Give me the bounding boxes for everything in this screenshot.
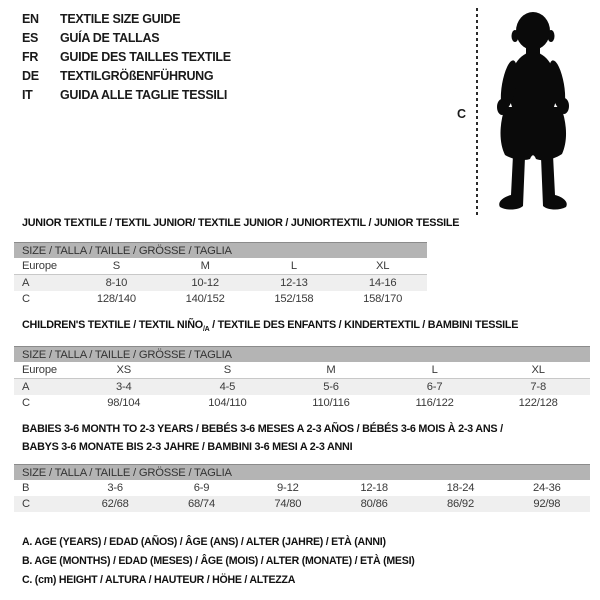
table-cell: 10-12: [161, 275, 250, 292]
lang-title: TEXTILGRÖßENFÜHRUNG: [60, 68, 214, 83]
table-cell: 7-8: [486, 379, 590, 396]
table-cell: 3-4: [72, 379, 176, 396]
height-measure-dashed-line: [476, 8, 478, 216]
lang-title: GUIDE DES TAILLES TEXTILE: [60, 49, 231, 64]
children-title-subscript: /A: [202, 326, 210, 334]
lang-row-fr: [22, 47, 231, 66]
table-cell: 80/86: [331, 496, 417, 512]
table-cell: 104/110: [208, 397, 247, 409]
row-label: A: [14, 379, 72, 396]
lang-code: EN: [22, 11, 39, 26]
table-cell: 3-6: [107, 482, 123, 494]
babies-section-title-line1: BABIES 3-6 MONTH TO 2-3 YEARS / BEBÉS 3-6 MESES A 2-3 AÑOS / BÉBÉS 3-6 MOIS À 2-3 ANS /: [22, 423, 503, 435]
lang-code: FR: [22, 49, 39, 64]
measure-c-label: C: [457, 107, 467, 121]
footnote-age-months: B. AGE (MONTHS) / EDAD (MESES) / ÂGE (MOIS) / ALTER (MONATE) / ETÀ (MESI): [22, 555, 415, 567]
lang-row-en: [22, 9, 231, 28]
size-header-bar: SIZE / TALLA / TAILLE / GRÖSSE / TAGLIA: [14, 243, 427, 259]
row-label: B: [22, 482, 30, 494]
table-cell: 140/152: [185, 293, 225, 305]
table-cell: 5-6: [279, 379, 383, 396]
children-title-pre: CHILDREN'S TEXTILE / TEXTIL NIÑO: [22, 319, 203, 331]
lang-row-es: [22, 28, 231, 47]
table-cell: 128/140: [96, 293, 136, 305]
table-cell: M: [161, 258, 250, 275]
table-cell: 62/68: [72, 496, 158, 512]
table-cell: 18-24: [446, 482, 475, 494]
footnote-age-years: A. AGE (YEARS) / EDAD (AÑOS) / ÂGE (ANS) / ALTER (JAHRE) / ETÀ (ANNI): [22, 536, 386, 548]
row-label: Europe: [14, 362, 72, 379]
junior-section-title: JUNIOR TEXTILE / TEXTIL JUNIOR/ TEXTILE JUNIOR / JUNIORTEXTIL / JUNIOR TESSILE: [22, 217, 460, 229]
table-cell: 98/104: [107, 397, 141, 409]
table-cell: 14-16: [338, 275, 427, 292]
row-label: C: [22, 397, 30, 409]
footnote-height-cm: C. (cm) HEIGHT / ALTURA / HAUTEUR / HÖHE / ALTEZZA: [22, 574, 296, 586]
lang-title: GUIDA ALLE TAGLIE TESSILI: [60, 87, 228, 102]
table-cell: 110/116: [312, 397, 350, 409]
table-row: [14, 275, 427, 292]
table-cell: 12-13: [250, 275, 339, 292]
lang-code: IT: [22, 87, 33, 102]
language-header: [22, 9, 231, 104]
table-cell: 74/80: [245, 496, 331, 512]
table-row: [14, 480, 590, 496]
table-cell: 6-9: [193, 482, 210, 494]
table-cell: 86/92: [417, 496, 503, 512]
table-cell: L: [250, 258, 339, 275]
lang-row-de: [22, 66, 231, 85]
children-size-table: [14, 346, 590, 411]
lang-row-it: [22, 85, 231, 104]
lang-code: ES: [22, 30, 39, 45]
table-cell: 68/74: [158, 496, 244, 512]
table-cell: S: [176, 362, 280, 379]
table-cell: 152/158: [274, 293, 314, 305]
lang-title: TEXTILE SIZE GUIDE: [60, 11, 181, 26]
babies-section-title-line2: BABYS 3-6 MONATE BIS 2-3 JAHRE / BAMBINI 3-6 MESI A 2-3 ANNI: [22, 441, 353, 453]
table-row: [14, 496, 590, 512]
table-cell: 4-5: [176, 379, 280, 396]
table-cell: L: [383, 362, 487, 379]
size-header-bar: SIZE / TALLA / TAILLE / GRÖSSE / TAGLIA: [14, 465, 590, 481]
lang-title: GUÍA DE TALLAS: [60, 30, 160, 45]
children-section-title: [22, 319, 518, 333]
baby-silhouette-image: [487, 6, 581, 218]
table-row: [14, 258, 427, 275]
row-label: A: [14, 275, 72, 292]
table-cell: 116/122: [415, 397, 454, 409]
row-label: Europe: [14, 258, 72, 275]
table-row: [14, 379, 590, 396]
table-cell: 9-12: [277, 482, 299, 494]
table-row: [14, 395, 590, 411]
junior-size-table: [14, 242, 427, 307]
table-cell: 122/128: [518, 397, 558, 409]
table-cell: 8-10: [72, 275, 161, 292]
table-cell: 12-18: [360, 482, 388, 494]
table-row: [14, 362, 590, 379]
table-cell: XL: [486, 362, 590, 379]
children-title-post: / TEXTILE DES ENFANTS / KINDERTEXTIL / BAMBINI TESSILE: [209, 319, 519, 331]
row-label: C: [14, 496, 72, 512]
babies-size-table: [14, 464, 590, 512]
table-cell: S: [72, 258, 161, 275]
table-cell: 158/170: [363, 293, 403, 305]
row-label: C: [22, 293, 30, 305]
table-cell: 6-7: [383, 379, 487, 396]
table-cell: XL: [338, 258, 427, 275]
table-cell: M: [279, 362, 383, 379]
table-cell: 24-36: [533, 482, 561, 494]
table-row: [14, 291, 427, 307]
lang-code: DE: [22, 68, 39, 83]
table-cell: XS: [72, 362, 176, 379]
size-header-bar: SIZE / TALLA / TAILLE / GRÖSSE / TAGLIA: [14, 347, 590, 363]
table-cell: 92/98: [504, 496, 590, 512]
